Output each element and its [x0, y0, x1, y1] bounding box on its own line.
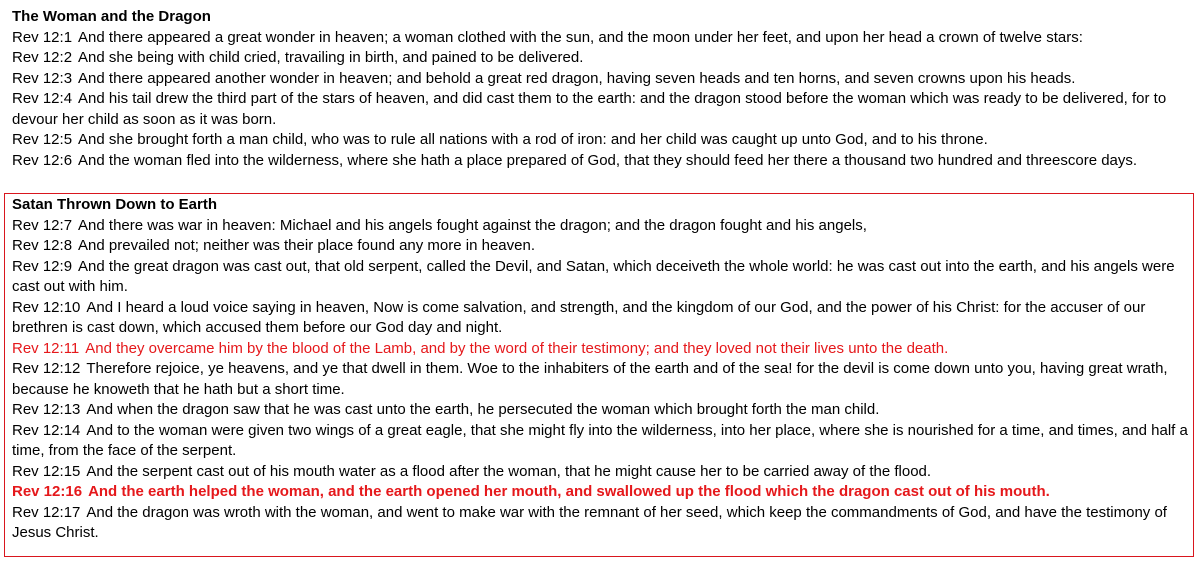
verse-text: And there was war in heaven: Michael and his angels fought against the dragon; and the dragon fought and his angels, [78, 216, 867, 234]
verse [12, 130, 1192, 151]
verse-list [12, 216, 1192, 544]
verse-text: And the dragon was wroth with the woman, and went to make war with the remnant of her seed, which keep the commandments of God, and have the testimony of Jesus Christ. [12, 503, 1167, 541]
verse-ref: Rev 12:5 [12, 131, 73, 148]
verse-highlighted-red-bold [12, 482, 1192, 503]
verse [12, 359, 1192, 400]
verse [12, 28, 1192, 49]
verse-text: And I heard a loud voice saying in heaven, Now is come salvation, and strength, and the kingdom of our God, and the power of his Christ: for the accuser of our brethren is cast down, which accused them before our God day and night. [12, 298, 1146, 336]
verse-text: And she being with child cried, travailing in birth, and pained to be delivered. [78, 49, 584, 66]
verse [12, 462, 1192, 483]
verse-ref: Rev 12:16 [12, 483, 83, 500]
verse-ref: Rev 12:14 [12, 421, 81, 439]
verse [12, 400, 1192, 421]
verse-text: And there appeared another wonder in heaven; and behold a great red dragon, having seven heads and ten horns, and seven crowns upon his heads. [78, 69, 1076, 87]
verse-text: And there appeared a great wonder in heaven; a woman clothed with the sun, and the moon under her feet, and upon her head a crown of twelve stars: [78, 28, 1083, 46]
verse-ref: Rev 12:13 [12, 401, 81, 418]
verse-text: And she brought forth a man child, who was to rule all nations with a rod of iron: and her child was caught up unto God, and to his throne. [78, 131, 988, 148]
verse-text: And to the woman were given two wings of a great eagle, that she might fly into the wilderness, into her place, where she is nourished for a time, and times, and half a time, from the face of the serpent. [12, 421, 1188, 459]
verse [12, 69, 1192, 90]
verse-text: And when the dragon saw that he was cast unto the earth, he persecuted the woman which brought forth the man child. [86, 401, 880, 418]
verse-ref: Rev 12:9 [12, 257, 73, 275]
verse-ref: Rev 12:12 [12, 360, 81, 377]
verse-text: And the earth helped the woman, and the earth opened her mouth, and swallowed up the flood which the dragon cast out of his mouth. [88, 483, 1050, 500]
verse-list [12, 28, 1192, 172]
verse-text: And prevailed not; neither was their place found any more in heaven. [78, 237, 535, 254]
verse-ref: Rev 12:6 [12, 151, 73, 169]
verse-text: And the woman fled into the wilderness, where she hath a place prepared of God, that they should feed her there a thousand two hundred and threescore days. [78, 151, 1138, 169]
section-satan-thrown-down [12, 195, 1192, 544]
verse-ref: Rev 12:10 [12, 298, 81, 316]
verse [12, 298, 1192, 339]
verse-ref: Rev 12:8 [12, 237, 73, 254]
section-heading: Satan Thrown Down to Earth [12, 196, 217, 213]
verse [12, 48, 1192, 69]
verse-ref: Rev 12:11 [12, 339, 80, 357]
verse-text: And they overcame him by the blood of the Lamb, and by the word of their testimony; and they loved not their lives unto the death. [85, 339, 949, 357]
verse-highlighted-red [12, 339, 1192, 360]
verse-text: And the serpent cast out of his mouth water as a flood after the woman, that he might cause her to be carried away of the flood. [86, 462, 932, 480]
verse [12, 257, 1192, 298]
verse-ref: Rev 12:7 [12, 216, 73, 234]
verse [12, 421, 1192, 462]
verse-ref: Rev 12:15 [12, 462, 81, 480]
verse-text: And the great dragon was cast out, that old serpent, called the Devil, and Satan, which deceiveth the whole world: he was cast out into the earth, and his angels were cast out with him. [12, 257, 1175, 295]
verse-text: And his tail drew the third part of the stars of heaven, and did cast them to the earth: and the dragon stood before the woman which was ready to be delivered, for to devour her child as soon as it was born. [12, 90, 1167, 128]
verse [12, 89, 1192, 130]
section-heading: The Woman and the Dragon [12, 8, 211, 25]
verse-text: Therefore rejoice, ye heavens, and ye that dwell in them. Woe to the inhabiters of the earth and of the sea! for the devil is come down unto you, having great wrath, because he knoweth that he hath but a short time. [12, 360, 1168, 398]
verse-ref: Rev 12:4 [12, 90, 73, 107]
section-woman-and-dragon [12, 7, 1192, 171]
verse-ref: Rev 12:1 [12, 28, 73, 46]
verse-ref: Rev 12:17 [12, 503, 81, 521]
verse [12, 151, 1192, 172]
verse-ref: Rev 12:2 [12, 49, 73, 66]
verse-ref: Rev 12:3 [12, 69, 73, 87]
verse [12, 503, 1192, 544]
verse [12, 236, 1192, 257]
verse [12, 216, 1192, 237]
